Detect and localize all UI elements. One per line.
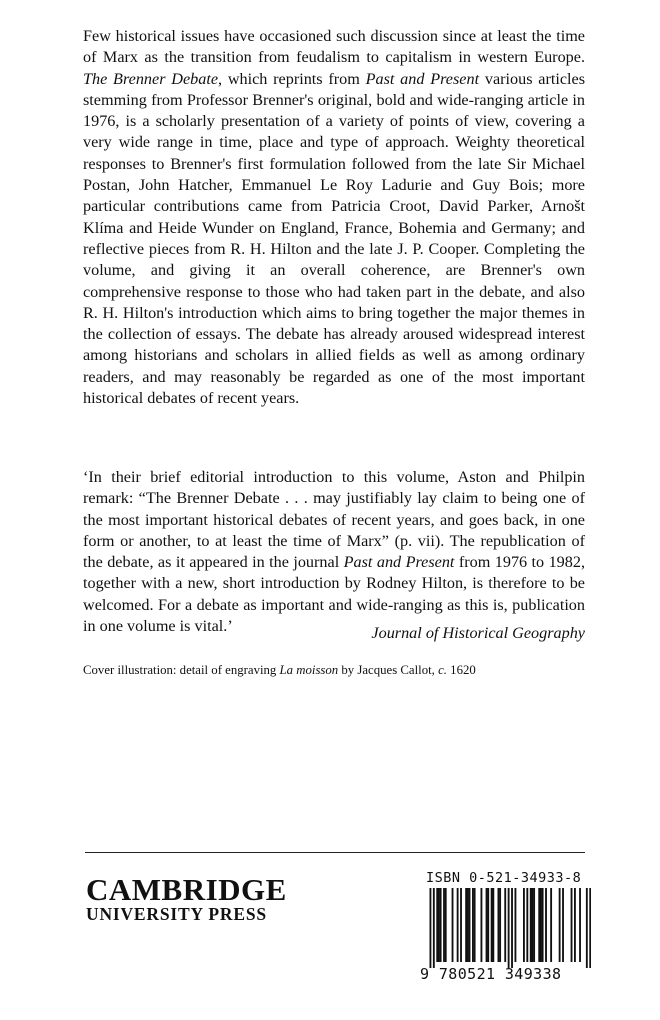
barcode-bar (472, 888, 474, 962)
barcode-bar (571, 888, 573, 962)
blurb-text-2: , which reprints from (218, 69, 366, 88)
barcode-bar (538, 888, 540, 962)
barcode-bar (440, 888, 442, 962)
barcode (421, 888, 591, 968)
barcode-bar (559, 888, 561, 962)
blurb-text-3: various articles stemming from Professor Brenner's original, bold and wide-ranging article in 1976, is a scholarly presentation of a variety of points of view, covering a very wide range in time, place and type of approach. Weighty theoretical responses to Brenner's first formulation followed from the late Sir Michael Postan, John Hatcher, Emmanuel Le Roy Ladurie and Guy Bois; more particular contributions came from Patricia Croot, David Parker, Arnošt Klíma and Heide Wunder on England, France, Bohemia and Germany; and reflective pieces from R. H. Hilton and the late J. P. Cooper. Completing the volume, and giving it an overall coherence, are Brenner's own comprehensive response to those who had taken part in the debate, and also R. H. Hilton's introduction which aims to bring together the major themes in the collection of essays. The debate has already aroused widespread interest among historians and scholars in allied fields as well as among ordinary readers, and may reasonably be regarded as one of the most important historical debates of recent years. (83, 69, 586, 408)
barcode-bar (467, 888, 469, 962)
review-source: Journal of Historical Geography (371, 624, 585, 642)
divider-rule (85, 852, 585, 853)
cover-credit (83, 663, 476, 678)
cover-work-title: La moisson (279, 663, 339, 677)
barcode-bar (532, 888, 534, 962)
review-text-1: ‘In their brief editorial introduction to this volume, Aston and Philpin remark: “The Brenner Debate . . . may justifiably lay claim to being one of the most important historical debates of recent years, and goes back, in one form or another, to at least the time of Marx” (p. vii). The republication of the debate, as it appeared in the journal (83, 468, 585, 572)
cover-circa: c. (438, 663, 447, 677)
barcode-bar (504, 888, 506, 962)
barcode-bar (515, 888, 517, 962)
barcode-bar (445, 888, 447, 962)
publisher-name: CAMBRIDGE (86, 872, 287, 907)
review-quote (83, 467, 585, 637)
barcode-number: 9 780521 349338 (420, 965, 562, 983)
barcode-bar (452, 888, 454, 962)
blurb-text-1: Few historical issues have occasioned such discussion since at least the time of Marx as the transition from feudalism to capitalism in western Europe. (83, 27, 585, 67)
barcode-bar (492, 888, 494, 962)
blurb-paragraph (83, 26, 585, 409)
barcode-bar (498, 888, 500, 962)
barcode-bar (526, 888, 528, 962)
barcode-bar (550, 888, 552, 962)
barcode-bar (511, 888, 513, 968)
isbn-label: ISBN 0-521-34933-8 (426, 870, 582, 886)
barcode-bar (481, 888, 483, 962)
review-text-2: from 1976 to 1982, together with a new, short introduction by Rodney Hilton, is therefore to be welcomed. For a debate as important and wide-ranging as this is, publication in one volume is vital.’ (83, 553, 586, 636)
barcode-bar (436, 888, 438, 962)
cover-year: 1620 (446, 663, 476, 677)
publisher-logo (86, 874, 287, 924)
barcode-bar (523, 888, 525, 962)
barcode-bar (530, 888, 532, 962)
barcode-bar (443, 888, 445, 962)
barcode-bar (508, 888, 510, 968)
cover-credit-mid: by Jacques Callot, (338, 663, 439, 677)
barcode-bar (562, 888, 564, 962)
barcode-bar (438, 888, 440, 962)
barcode-bar (540, 888, 542, 962)
barcode-bar (486, 888, 488, 962)
barcode-bar (579, 888, 581, 962)
review-journal-title: Past and Present (343, 553, 455, 572)
journal-title: Past and Present (365, 69, 480, 88)
barcode-bar (474, 888, 476, 962)
barcode-bar (460, 888, 462, 962)
barcode-bar (491, 888, 493, 962)
book-title: The Brenner Debate (83, 69, 219, 88)
barcode-bar (589, 888, 591, 968)
barcode-bar (433, 888, 435, 968)
barcode-bar (469, 888, 471, 962)
barcode-bar (457, 888, 459, 962)
barcode-bar (533, 888, 535, 962)
barcode-bar (545, 888, 547, 962)
barcode-bar (430, 888, 432, 968)
publisher-subtitle: UNIVERSITY PRESS (86, 904, 267, 924)
barcode-bar (586, 888, 588, 968)
cover-credit-prefix: Cover illustration: detail of engraving (83, 663, 280, 677)
barcode-bar (574, 888, 576, 962)
barcode-bar (465, 888, 467, 962)
barcode-bar (542, 888, 544, 962)
barcode-bar (487, 888, 489, 962)
barcode-bar (499, 888, 501, 962)
